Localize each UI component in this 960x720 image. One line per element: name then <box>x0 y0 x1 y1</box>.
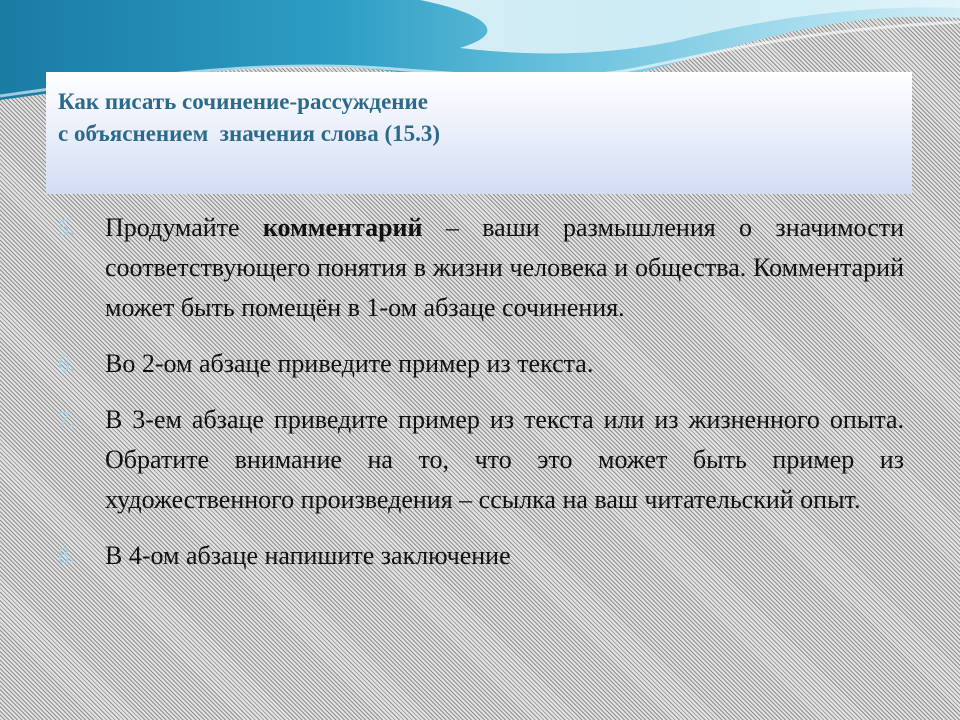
list-item <box>58 208 904 328</box>
slide-title-box <box>46 72 912 194</box>
list-item-bold-term: комментарий <box>262 213 423 242</box>
list-item-text <box>105 208 904 328</box>
list-item <box>58 344 904 384</box>
list-item <box>58 400 904 520</box>
list-item-number: 5. <box>58 215 76 240</box>
list-item-text: В 3-ем абзаце приведите пример из текста или из жизненного опыта. Обратите внимание на то, что это может быть пример из художественного произведения – ссылка на ваш читательский опыт. <box>105 405 904 514</box>
list-item-number: 6. <box>58 351 76 376</box>
list-item-text-rest: – ваши размышления о значимости соответствующего понятия в жизни человека и общества. Комментарий может быть помещён в 1-ом абзаце сочинения. <box>105 213 905 322</box>
list-item <box>58 536 904 576</box>
list-item-text: В 4-ом абзаце напишите заключение <box>105 541 511 570</box>
slide-title-line-2: с объяснением значения слова (15.3) <box>58 121 441 146</box>
list-item-text-start: Продумайте <box>105 213 263 242</box>
list-item-number: 8. <box>58 543 76 568</box>
list-item-number: 7. <box>58 407 76 432</box>
slide-title-line-1: Как писать сочинение-рассуждение <box>58 89 428 114</box>
instruction-list <box>58 208 904 592</box>
list-item-text: Во 2-ом абзаце приведите пример из текста. <box>105 349 594 378</box>
